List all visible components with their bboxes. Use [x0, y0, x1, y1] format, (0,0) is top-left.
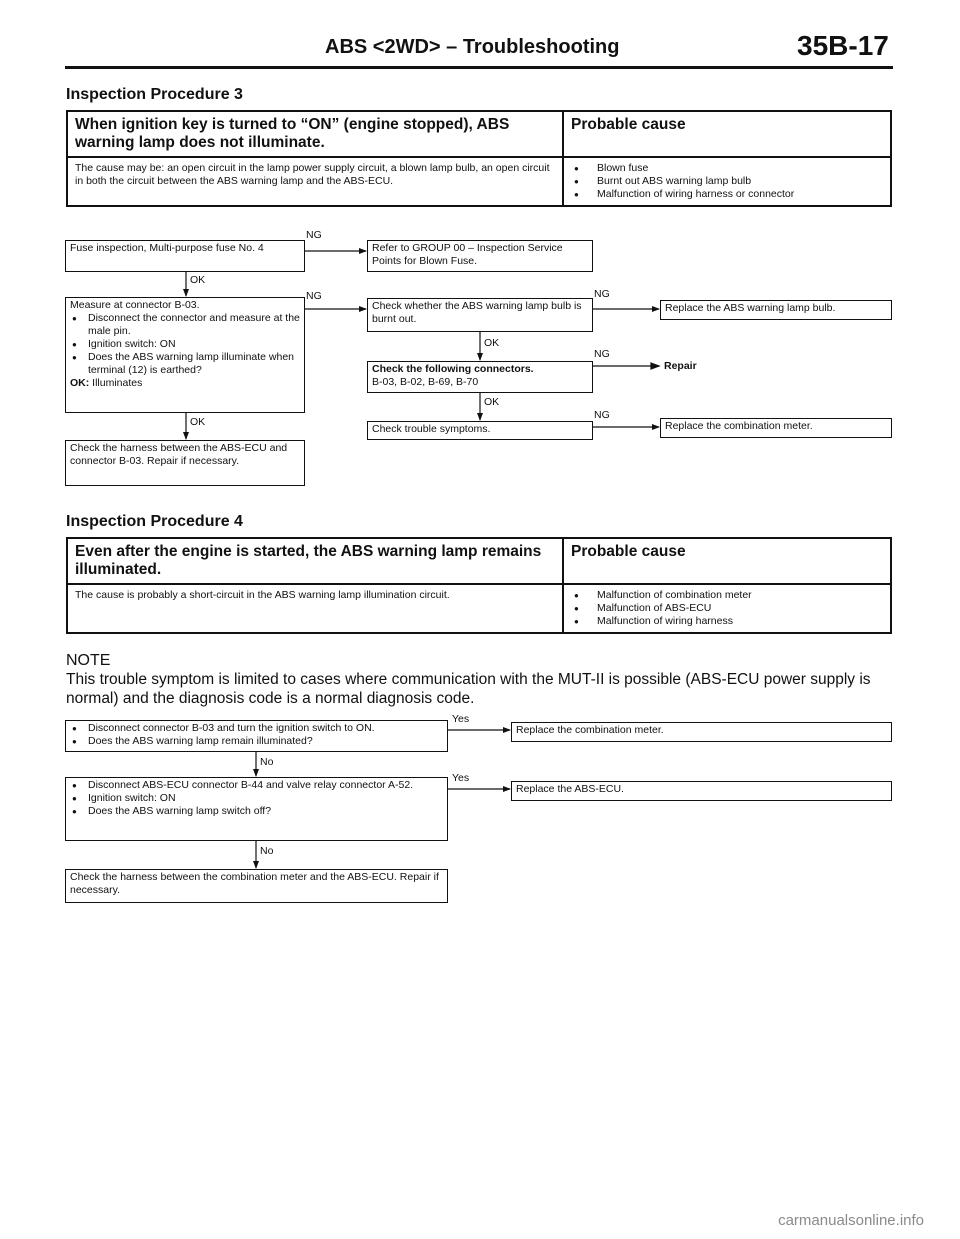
check-harness-meter-ecu-box: Check the harness between the combination meter and the ABS-ECU. Repair if necessary. — [65, 869, 448, 903]
procedure-4-cause-list — [571, 589, 883, 628]
cause-item: ● Burnt out ABS warning lamp bulb — [571, 175, 883, 188]
ok-label: OK — [190, 416, 206, 428]
step-disconnect-ecu-box — [65, 777, 448, 841]
cause-item: ● Malfunction of wiring harness — [571, 615, 883, 628]
step-disconnect-b03-box — [65, 720, 448, 752]
replace-bulb-box: Replace the ABS warning lamp bulb. — [660, 300, 892, 320]
check-symptoms-box: Check trouble symptoms. — [367, 421, 593, 440]
yes-label: Yes — [452, 772, 470, 784]
ok-label: OK — [484, 337, 500, 349]
measure-step: ● Does the ABS warning lamp illuminate when terminal (12) is earthed? — [70, 351, 300, 377]
measure-step: ● Disconnect the connector and measure at the male pin. — [70, 312, 300, 338]
watermark: carmanualsonline.info — [778, 1212, 924, 1229]
ok-label: OK — [484, 396, 500, 408]
procedure-4-cause-header: Probable cause — [571, 543, 686, 560]
check-connectors-box — [367, 361, 593, 393]
check-harness-box: Check the harness between the ABS-ECU and connector B-03. Repair if necessary. — [65, 440, 305, 486]
ng-label: NG — [306, 290, 322, 302]
yes-label: Yes — [452, 713, 470, 725]
measure-steps — [70, 312, 300, 377]
step-item: ● Does the ABS warning lamp remain illuminated? — [70, 735, 443, 748]
step-item: ● Does the ABS warning lamp switch off? — [70, 805, 443, 818]
procedure-4-cause-table — [66, 537, 892, 634]
procedure-4-heading: Inspection Procedure 4 — [66, 513, 243, 530]
ok-label: OK — [190, 274, 206, 286]
procedure-3-description: The cause may be: an open circuit in the lamp power supply circuit, a blown lamp bulb, an open circuit in both the circuit between the ABS warning lamp and the ABS-ECU. — [75, 162, 550, 187]
ok-criteria-label: OK: — [70, 376, 90, 389]
no-label: No — [260, 756, 274, 768]
ng-label: NG — [306, 229, 322, 241]
note-text: This trouble symptom is limited to cases where communication with the MUT-II is possible (ABS-ECU power supply is normal) and the diagnosis code is a normal diagnosis code. — [66, 671, 871, 707]
measure-title: Measure at connector B-03. — [70, 299, 200, 311]
refer-group-00-box: Refer to GROUP 00 – Inspection Service Points for Blown Fuse. — [367, 240, 593, 272]
replace-meter-box: Replace the combination meter. — [511, 722, 892, 742]
page-title: ABS <2WD> – Troubleshooting — [325, 36, 620, 58]
step-item: ● Ignition switch: ON — [70, 792, 443, 805]
procedure-3-heading: Inspection Procedure 3 — [66, 86, 243, 103]
connector-list: B-03, B-02, B-69, B-70 — [372, 375, 479, 388]
check-bulb-box: Check whether the ABS warning lamp bulb is burnt out. — [367, 298, 593, 332]
fuse-inspection-box: Fuse inspection, Multi-purpose fuse No. 4 — [65, 240, 305, 272]
note-title: NOTE — [66, 652, 111, 669]
no-label: No — [260, 845, 274, 857]
measure-connector-box — [65, 297, 305, 413]
cause-item: ● Malfunction of combination meter — [571, 589, 883, 602]
procedure-3-symptom-title: When ignition key is turned to “ON” (engine stopped), ABS warning lamp does not illuminate. — [75, 116, 510, 151]
measure-step: ● Ignition switch: ON — [70, 338, 300, 351]
repair-text: Repair — [664, 360, 697, 372]
ok-criteria-text: Illuminates — [92, 376, 143, 389]
cause-item: ● Blown fuse — [571, 162, 883, 175]
procedure-4-symptom-title: Even after the engine is started, the ABS warning lamp remains illuminated. — [75, 543, 542, 578]
cause-item: ● Malfunction of ABS-ECU — [571, 602, 883, 615]
check-connectors-title: Check the following connectors. — [372, 363, 534, 375]
ng-label: NG — [594, 409, 610, 421]
procedure-3-cause-header: Probable cause — [571, 116, 686, 133]
replace-meter-box: Replace the combination meter. — [660, 418, 892, 438]
replace-abs-ecu-box: Replace the ABS-ECU. — [511, 781, 892, 801]
ng-label: NG — [594, 348, 610, 360]
procedure-4-description: The cause is probably a short-circuit in the ABS warning lamp illumination circuit. — [75, 589, 450, 601]
ng-label: NG — [594, 288, 610, 300]
step-item: ● Disconnect connector B-03 and turn the ignition switch to ON. — [70, 722, 443, 735]
step-item: ● Disconnect ABS-ECU connector B-44 and valve relay connector A-52. — [70, 779, 443, 792]
cause-item: ● Malfunction of wiring harness or connector — [571, 188, 883, 201]
page-number: 35B-17 — [797, 30, 889, 61]
